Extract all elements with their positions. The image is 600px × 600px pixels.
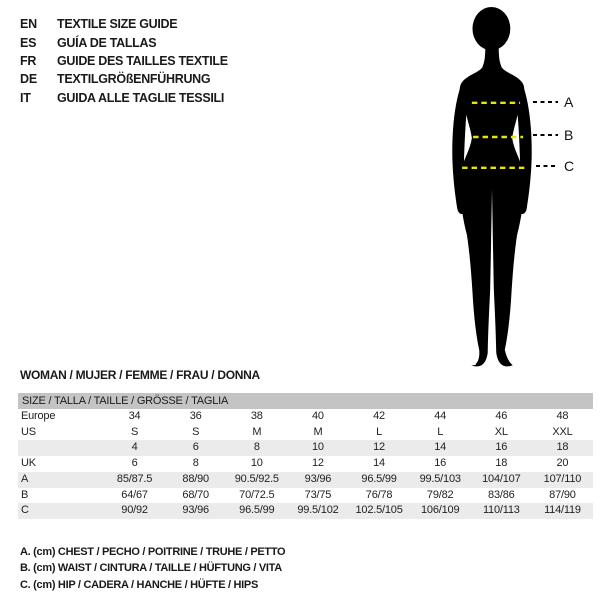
cell: 4 — [104, 440, 165, 456]
chest-connector-dots — [533, 101, 558, 103]
language-code: EN — [20, 17, 37, 32]
cell: 70/72.5 — [239, 488, 275, 501]
marker-letter-a: A — [564, 94, 574, 110]
cell: 99.5/102 — [287, 503, 348, 519]
language-title: GUIDA ALLE TAGLIE TESSILI — [57, 90, 225, 105]
language-row-de — [20, 70, 228, 88]
cell: 93/96 — [287, 472, 348, 488]
cell: 42 — [373, 410, 385, 422]
cell: M — [252, 425, 262, 438]
cell: 90.5/92.5 — [226, 472, 287, 488]
woman-silhouette — [431, 6, 553, 372]
language-row-es — [20, 33, 228, 51]
cell: 12 — [312, 457, 324, 470]
table-row-waist — [18, 488, 593, 504]
language-code: DE — [20, 72, 37, 87]
section-title-woman: WOMAN / MUJER / FEMME / FRAU / DONNA — [20, 368, 260, 382]
cell: L — [376, 425, 383, 438]
cell: 8 — [226, 440, 287, 456]
language-row-fr — [20, 52, 228, 70]
marker-letter-b: B — [564, 127, 574, 143]
cell: 38 — [250, 410, 263, 422]
row-label — [18, 440, 104, 456]
cell: 48 — [556, 410, 569, 422]
language-title: TEXTILGRÖßENFÜHRUNG — [57, 72, 211, 87]
language-code: ES — [20, 35, 37, 50]
table-row-europe — [18, 409, 593, 425]
cell: 10 — [250, 457, 263, 470]
table-row-us-letters — [18, 425, 593, 441]
cell: 107/110 — [532, 472, 593, 488]
cell: 106/109 — [410, 503, 471, 519]
cell: XXL — [552, 425, 573, 438]
cell: 96.5/99 — [349, 472, 410, 488]
silhouette-head — [472, 7, 510, 50]
cell: 68/70 — [182, 488, 209, 501]
cell: 73/75 — [304, 488, 332, 501]
silhouette-body — [460, 47, 525, 366]
table-row-us-numbers — [18, 440, 593, 456]
cell: 114/119 — [532, 503, 593, 519]
table-row-chest — [18, 472, 593, 488]
row-label: UK — [21, 457, 36, 470]
cell: 88/90 — [165, 472, 226, 488]
cell: 16 — [434, 457, 447, 470]
cell: 44 — [434, 410, 447, 422]
row-label: Europe — [21, 410, 56, 422]
cell: 83/86 — [488, 488, 515, 501]
table-row-uk — [18, 456, 593, 472]
row-label: C — [18, 503, 104, 519]
cell: S — [130, 425, 139, 438]
cell: 14 — [373, 457, 385, 470]
legend-chest: A. (cm) CHEST / PECHO / POITRINE / TRUHE / PETTO — [20, 546, 286, 558]
cell: 10 — [287, 440, 348, 456]
size-table — [18, 393, 593, 519]
cell: 90/92 — [104, 503, 165, 519]
waist-connector-dots — [533, 134, 558, 136]
marker-letter-c: C — [564, 158, 575, 174]
language-row-it — [20, 89, 228, 107]
cell: 20 — [556, 457, 569, 470]
cell: 96.5/99 — [226, 503, 287, 519]
language-title: TEXTILE SIZE GUIDE — [57, 17, 178, 32]
cell: 36 — [189, 410, 202, 422]
row-label: A — [18, 472, 104, 488]
cell: L — [437, 425, 444, 438]
legend-waist: B. (cm) WAIST / CINTURA / TAILLE / HÜFTUNG / VITA — [20, 562, 282, 575]
cell: 18 — [495, 457, 508, 470]
cell: 46 — [495, 410, 508, 422]
cell: 12 — [349, 440, 410, 456]
cell: 87/90 — [549, 488, 576, 501]
language-code: FR — [20, 53, 37, 68]
cell: XL — [494, 425, 508, 438]
size-table-header: SIZE / TALLA / TAILLE / GRÖSSE / TAGLIA — [18, 393, 593, 409]
cell: S — [192, 425, 200, 438]
cell: 14 — [410, 440, 471, 456]
cell: 85/87.5 — [104, 472, 165, 488]
measurement-legend — [20, 544, 285, 593]
cell: 64/67 — [121, 488, 148, 501]
table-row-hip — [18, 503, 593, 519]
cell: M — [313, 425, 323, 438]
cell: 110/113 — [471, 503, 532, 519]
cell: 18 — [532, 440, 593, 456]
cell: 6 — [165, 440, 226, 456]
cell: 104/107 — [471, 472, 532, 488]
language-title: GUIDE DES TAILLES TEXTILE — [57, 53, 228, 68]
language-title: GUÍA DE TALLAS — [57, 35, 157, 50]
cell: 16 — [471, 440, 532, 456]
cell: 34 — [128, 410, 141, 422]
cell: 8 — [192, 457, 199, 470]
legend-hip: C. (cm) HIP / CADERA / HANCHE / HÜFTE / HIPS — [20, 578, 258, 591]
cell: 102.5/105 — [349, 503, 410, 519]
language-row-en — [20, 15, 228, 33]
language-title-list — [20, 15, 228, 107]
size-table-header-row — [18, 393, 593, 409]
row-label: B — [21, 488, 29, 501]
cell: 76/78 — [365, 488, 393, 501]
language-code: IT — [20, 90, 31, 105]
cell: 99.5/103 — [410, 472, 471, 488]
cell: 93/96 — [165, 503, 226, 519]
cell: 6 — [131, 457, 138, 470]
cell: 40 — [312, 410, 324, 422]
cell: 79/82 — [426, 488, 454, 501]
row-label: US — [21, 425, 36, 438]
hip-connector-dots — [536, 165, 558, 167]
